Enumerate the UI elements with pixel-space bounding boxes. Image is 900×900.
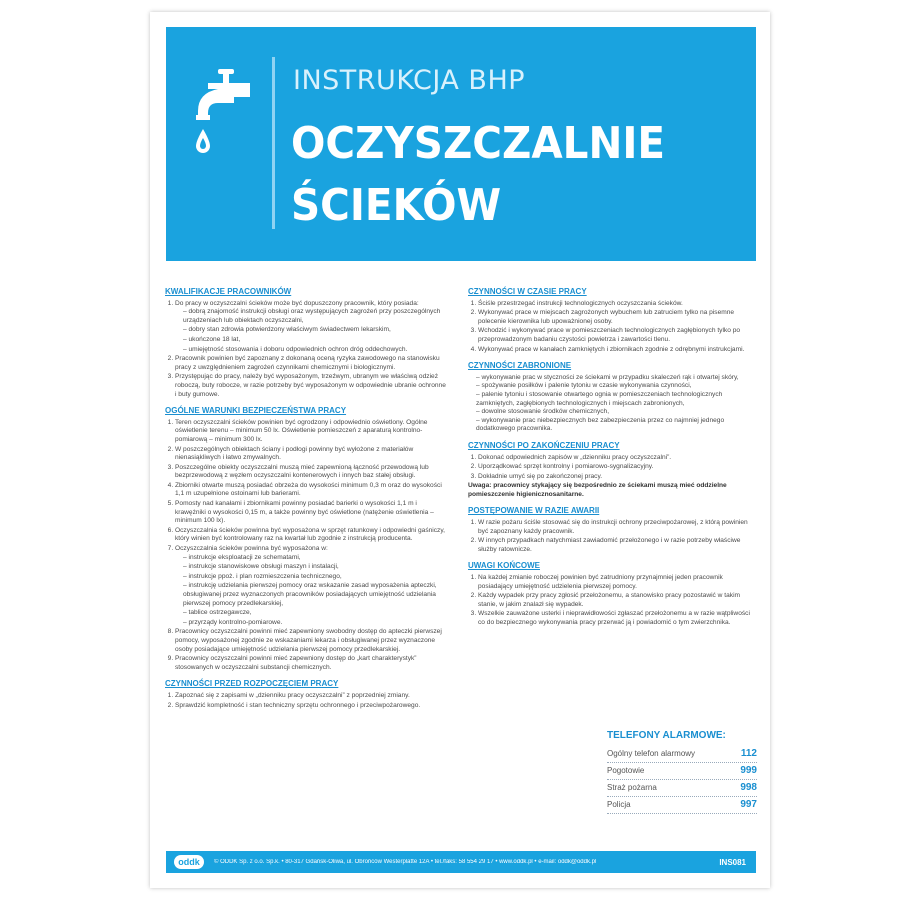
section-title: KWALIFIKACJE PRACOWNIKÓW <box>165 287 292 296</box>
section-title: POSTĘPOWANIE W RAZIE AWARII <box>468 506 600 516</box>
list-item: – spożywanie posiłków i palenie tytoniu w czasie wykonywania czynności, <box>476 382 751 391</box>
list-item: 9. Pracownicy oczyszczalni powinni mieć zapewniony dostęp do „kart charakterystyk” stosowanych w oczyszczalni substancji chemicznych. <box>175 655 448 672</box>
header-title-line2: ŚCIEKÓW <box>291 180 502 231</box>
list-item: 3. Wchodzić i wykonywać prace w pomieszczeniach technologicznych zagłębionych tylko po przeprowadzonym badaniu czystości powietrza i zawartości tlenu. <box>478 327 751 344</box>
phone-label: Ogólny telefon alarmowy <box>607 749 696 758</box>
list-item: 1. Teren oczyszczalni ścieków powinien być ogrodzony i odpowiednio oświetlony. Ogólne oświetlenie terenu – minimum 50 lx. Oświetlenie pomieszczeń z aparaturą kontrolno-pomiarową – minimum 300 lx. <box>175 419 448 445</box>
oddk-logo: oddk <box>174 855 204 869</box>
list-item: 3. Wszelkie zauważone usterki i nieprawidłowości zgłaszać przełożonemu a w razie wątpliwości co do bezpiecznego wykonywania pracy przerwać ją i powiadomić o tym zwierzchnika. <box>478 610 751 627</box>
numbered-list <box>165 300 448 400</box>
phone-number: 999 <box>740 765 757 776</box>
phone-row <box>607 746 757 763</box>
list-item: 1. Do pracy w oczyszczalni ścieków może być dopuszczony pracownik, który posiada: – dobrą znajomość instrukcji obsługi oraz występujących zagrożeń przy poszczególnych urządzeniach lub obiektach oczyszczalni, – dobry stan zdrowia potwierdzony właściwym świadectwem lekarskim, – ukończone 18 lat, – umiejętność stosowania i doboru odpowiednich ochron dróg oddechowych. <box>175 300 448 355</box>
phone-row <box>607 797 757 814</box>
list-item: 7. Oczyszczalnia ścieków powinna być wyposażona w: – instrukcje eksploatacji ze schematami, – instrukcje stanowiskowe obsługi maszyn i instalacji, – instrukcje ppoż. i plan rozmieszczenia technicznego, – instrukcję udzielania pierwszej pomocy oraz wskazanie zasad wyposażenia apteczki, obsługiwanej przez wyznaczonych pracowników posiadających umiejętność udzielania pierwszej pomocy przedlekarskiej, – tablice ostrzegawcze, – przyrządy kontrolno-pomiarowe. <box>175 545 448 627</box>
phone-row <box>607 780 757 797</box>
list-item: 2. W innych przypadkach natychmiast zawiadomić przełożonego i w razie potrzeby właściwe służby ratownicze. <box>478 537 751 554</box>
left-column <box>165 288 448 718</box>
list-item: 1. Na każdej zmianie roboczej powinien być zatrudniony przynajmniej jeden pracownik posiadający umiejętność udzielenia pierwszej pomocy. <box>478 574 751 591</box>
emergency-phones <box>607 730 757 814</box>
section-w-czasie <box>468 288 751 354</box>
header-subtitle: INSTRUKCJA BHP <box>293 65 526 96</box>
list-item: 5. Pomosty nad kanałami i zbiornikami powinny posiadać barierki o wysokości 1,1 m i krawężniki o wysokości 0,15 m, a także powinny być oświetlone (natężenie oświetlenia – minimum 100 lx). <box>175 500 448 526</box>
section-title: UWAGI KOŃCOWE <box>468 561 540 571</box>
sub-list-item: – umiejętność stosowania i doboru odpowiednich ochron dróg oddechowych. <box>183 346 448 355</box>
sub-list <box>175 308 448 354</box>
list-item: 3. Przystępując do pracy, należy być wyposażonym, trzeźwym, ubranym we właściwą odzież roboczą, buty robocze, w razie potrzeby być wyposażonym w odpowiednie ubranie ochronne i buty gumowe. <box>175 373 448 399</box>
list-item: 3. Dokładnie umyć się po zakończonej pracy. <box>478 473 751 482</box>
numbered-list <box>468 300 751 355</box>
section-uwagi <box>468 562 751 627</box>
sub-list-item: – instrukcję udzielania pierwszej pomocy oraz wskazanie zasad wyposażenia apteczki, obsługiwanej przez wyznaczonych pracowników posiadających umiejętność udzielania pierwszej pomocy przedlekarskiej, <box>183 582 448 608</box>
list-item: 1. Ściśle przestrzegać instrukcji technologicznych oczyszczania ścieków. <box>478 300 751 309</box>
list-item: 1. Dokonać odpowiednich zapisów w „dzienniku pracy oczyszczalni”. <box>478 454 751 463</box>
phone-label: Policja <box>607 800 631 809</box>
section-awaria <box>468 507 751 554</box>
list-item: 2. Uporządkować sprzęt kontrolny i pomiarowo-sygnalizacyjny. <box>478 463 751 472</box>
section-ogolne <box>165 407 448 672</box>
list-item: – wykonywanie prac w styczności ze ściekami w przypadku skaleczeń rąk i otwartej skóry, <box>476 374 751 383</box>
list-item: 2. Pracownik powinien być zapoznany z dokonaną oceną ryzyka zawodowego na stanowisku pracy z uwzględnieniem zagrożeń czynnikami chemicznymi i biologicznymi. <box>175 355 448 372</box>
numbered-list <box>468 519 751 554</box>
list-item: – wykonywanie prac niebezpiecznych bez zabezpieczenia przez co najmniej jednego dodatkowego pracownika. <box>476 417 751 434</box>
section-zabronione <box>468 362 751 434</box>
sub-list <box>175 554 448 628</box>
section-kwalifikacje <box>165 288 448 399</box>
list-item: 4. Wykonywać prace w kanałach zamkniętych i zbiornikach zgodnie z odrębnymi instrukcjami. <box>478 346 751 355</box>
list-item: 4. Zbiorniki otwarte muszą posiadać obrzeża do wysokości minimum 0,3 m oraz do wysokości 1,1 m uzupełnione ostoinami lub barierami. <box>175 482 448 499</box>
header-banner <box>166 27 756 261</box>
list-item: 6. Oczyszczalnia ścieków powinna być wyposażona w sprzęt ratunkowy i odpowiedni gaśniczy, który winien być kontrolowany raz na kwartał lub zgodnie z instrukcją producenta. <box>175 527 448 544</box>
list-item: 2. Wykonywać prace w miejscach zagrożonych wybuchem lub zatruciem tylko na pisemne polecenie kierownika lub upoważnionej osoby. <box>478 309 751 326</box>
list-item: 1. Zapoznać się z zapisami w „dzienniku pracy oczyszczalni” z poprzedniej zmiany. <box>175 692 448 701</box>
section-po <box>468 442 751 500</box>
note-text: Uwaga: pracownicy stykający się bezpośrednio ze ściekami muszą mieć oddzielne pomieszczenie higienicznosanitarne. <box>468 482 727 498</box>
sub-list-item: – instrukcje stanowiskowe obsługi maszyn i instalacji, <box>183 563 448 572</box>
faucet-icon <box>194 67 258 157</box>
phone-label: Pogotowie <box>607 766 645 775</box>
list-item: 2. Każdy wypadek przy pracy zgłosić przełożonemu, a stanowisko pracy pozostawić w takim stanie, w jakim znalazł się wypadek. <box>478 592 751 609</box>
list-item: 2. Sprawdzić kompletność i stan techniczny sprzętu ochronnego i przeciwpożarowego. <box>175 702 448 711</box>
sub-list-item: – ukończone 18 lat, <box>183 336 448 345</box>
phone-row <box>607 763 757 780</box>
instruction-sheet <box>150 12 770 888</box>
list-item: 3. Poszczególne obiekty oczyszczalni muszą mieć zapewnioną łączność przewodową lub bezprzewodową z węzłem oczyszczalni kontenerowych i innych baz stałej obsługi. <box>175 464 448 481</box>
footer-bar <box>166 851 756 873</box>
sub-list-item: – dobrą znajomość instrukcji obsługi oraz występujących zagrożeń przy poszczególnych urządzeniach lub obiektach oczyszczalni, <box>183 308 448 325</box>
numbered-list <box>165 419 448 673</box>
section-title: CZYNNOŚCI W CZASIE PRACY <box>468 287 587 296</box>
sub-list-item: – instrukcje ppoż. i plan rozmieszczenia technicznego, <box>183 573 448 582</box>
header-title <box>291 113 714 237</box>
footer-contact: © ODDK Sp. z o.o. Sp.k. • 80-317 Gdańsk-Oliwa, ul. Obrońców Westerplatte 12A • tel./faks: 58 554 29 17 • www.oddk.pl • e-mail: oddk@oddk.pl <box>214 859 597 865</box>
sub-list-item: – instrukcje eksploatacji ze schematami, <box>183 554 448 563</box>
phone-number: 997 <box>740 799 757 810</box>
list-item: 8. Pracownicy oczyszczalni powinni mieć zapewniony swobodny dostęp do apteczki pierwszej pomocy, wyposażonej zgodnie ze wskazaniami lekarza i obsługiwanej przez wyznaczone osoby posiadające umiejętność udzielania pierwszej pomocy przedlekarskiej. <box>175 628 448 654</box>
section-title: CZYNNOŚCI PRZED ROZPOCZĘCIEM PRACY <box>165 679 339 689</box>
header-title-line1: OCZYSZCZALNIE <box>291 118 666 169</box>
sub-list-item: – przyrządy kontrolno-pomiarowe. <box>183 619 448 628</box>
sub-list-item: – dobry stan zdrowia potwierdzony właściwym świadectwem lekarskim, <box>183 326 448 335</box>
phone-number: 998 <box>740 782 757 793</box>
phone-number: 112 <box>740 748 757 759</box>
phone-label: Straż pożarna <box>607 783 657 792</box>
numbered-list <box>165 692 448 710</box>
list-item: 2. W poszczególnych obiektach ściany i podłogi powinny być wyłożone z materiałów nienasiąkliwych i łatwo zmywalnych. <box>175 446 448 463</box>
list-item: – palenie tytoniu i stosowanie otwartego ognia w pomieszczeniach technologicznych zamkniętych, zagłębionych technologicznych i miejscach zabronionych, <box>476 391 751 408</box>
numbered-list <box>468 574 751 628</box>
document-code: INS081 <box>719 857 746 867</box>
dash-list <box>468 374 751 434</box>
phones-title: TELEFONY ALARMOWE: <box>607 730 726 741</box>
list-item: – dowolne stosowanie środków chemicznych, <box>476 408 751 417</box>
sub-list-item: – tablice ostrzegawcze, <box>183 609 448 618</box>
section-title: OGÓLNE WARUNKI BEZPIECZEŃSTWA PRACY <box>165 406 347 416</box>
numbered-list <box>468 454 751 482</box>
header-divider <box>272 57 275 229</box>
right-column <box>468 288 751 636</box>
section-przed <box>165 680 448 710</box>
section-title: CZYNNOŚCI ZABRONIONE <box>468 361 572 371</box>
section-title: CZYNNOŚCI PO ZAKOŃCZENIU PRACY <box>468 440 620 450</box>
list-item: 1. W razie pożaru ściśle stosować się do instrukcji ochrony przeciwpożarowej, z którą powinien być zapoznany każdy pracownik. <box>478 519 751 536</box>
